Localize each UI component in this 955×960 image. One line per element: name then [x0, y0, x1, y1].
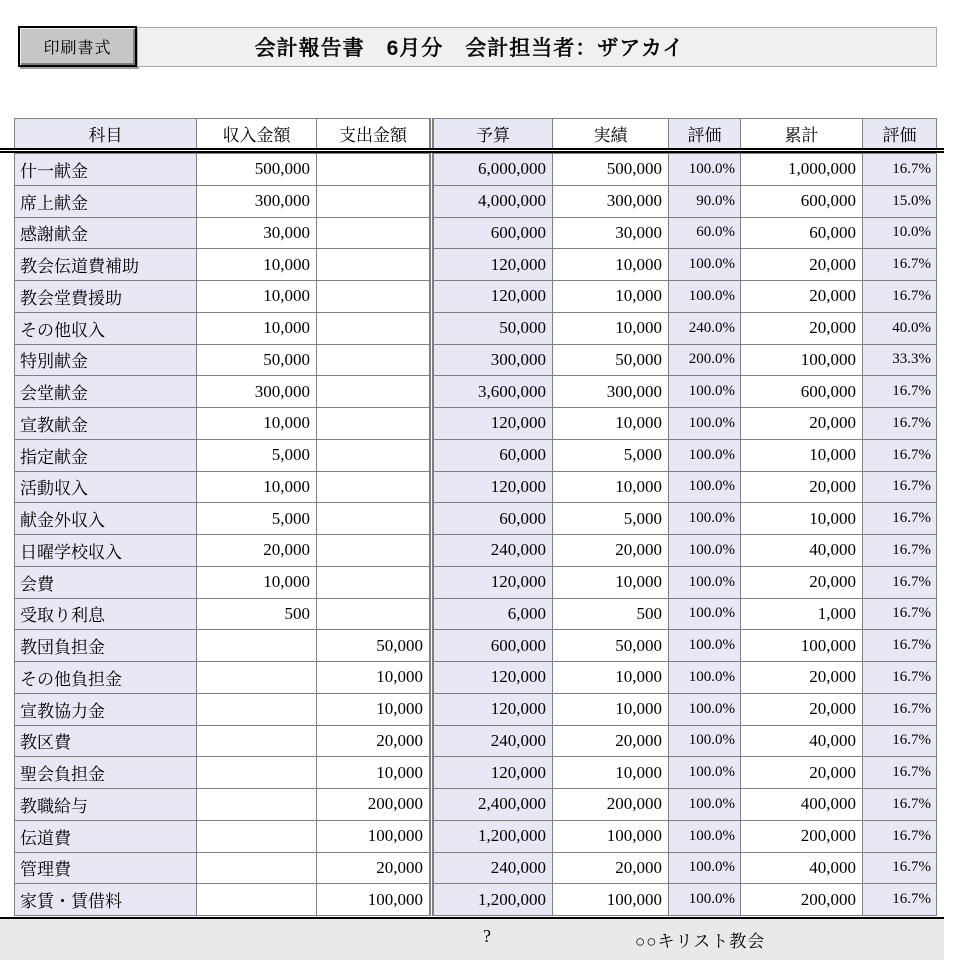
cell-item-name[interactable]: 献金外収入 — [15, 503, 197, 535]
cell-actual[interactable]: 20,000 — [553, 535, 669, 567]
cell-cumulative[interactable]: 40,000 — [741, 852, 863, 884]
cell-expense[interactable]: 20,000 — [317, 852, 432, 884]
table-row — [15, 852, 937, 884]
cell-eval-monthly[interactable]: 100.0% — [669, 852, 741, 884]
cell-actual[interactable]: 10,000 — [553, 249, 669, 281]
table-row — [15, 439, 937, 471]
cell-eval-cumulative[interactable]: 16.7% — [863, 725, 937, 757]
column-header-budget[interactable]: 予算 — [432, 119, 553, 149]
cell-expense[interactable]: 20,000 — [317, 725, 432, 757]
cell-budget[interactable]: 4,000,000 — [432, 185, 553, 217]
cell-cumulative[interactable]: 200,000 — [741, 884, 863, 916]
cell-expense[interactable] — [317, 185, 432, 217]
cell-expense[interactable] — [317, 312, 432, 344]
cell-income[interactable]: 300,000 — [197, 185, 317, 217]
cell-cumulative[interactable]: 20,000 — [741, 312, 863, 344]
cell-eval-cumulative[interactable]: 16.7% — [863, 535, 937, 567]
table-row — [15, 820, 937, 852]
cell-expense[interactable] — [317, 439, 432, 471]
table-row — [15, 376, 937, 408]
cell-eval-cumulative[interactable]: 16.7% — [863, 884, 937, 916]
cell-eval-monthly[interactable]: 100.0% — [669, 503, 741, 535]
cell-budget[interactable]: 120,000 — [432, 471, 553, 503]
cell-cumulative[interactable]: 20,000 — [741, 566, 863, 598]
cell-expense[interactable]: 200,000 — [317, 789, 432, 821]
cell-eval-monthly[interactable]: 100.0% — [669, 693, 741, 725]
cell-income[interactable]: 10,000 — [197, 566, 317, 598]
cell-item-name[interactable]: 活動収入 — [15, 471, 197, 503]
cell-expense[interactable] — [317, 503, 432, 535]
cell-cumulative[interactable]: 20,000 — [741, 408, 863, 440]
table-row — [15, 503, 937, 535]
cell-actual[interactable]: 300,000 — [553, 376, 669, 408]
footer-page-indicator: ? — [483, 926, 491, 946]
cell-budget[interactable]: 600,000 — [432, 630, 553, 662]
cell-actual[interactable]: 20,000 — [553, 725, 669, 757]
cell-actual[interactable]: 30,000 — [553, 217, 669, 249]
cell-actual[interactable]: 10,000 — [553, 408, 669, 440]
column-header-actual[interactable]: 実績 — [553, 119, 669, 149]
cell-expense[interactable] — [317, 154, 432, 186]
cell-eval-monthly[interactable]: 100.0% — [669, 376, 741, 408]
cell-expense[interactable]: 10,000 — [317, 693, 432, 725]
cell-eval-cumulative[interactable]: 33.3% — [863, 344, 937, 376]
cell-item-name[interactable]: 会堂献金 — [15, 376, 197, 408]
cell-budget[interactable]: 1,200,000 — [432, 820, 553, 852]
cell-eval-monthly[interactable]: 100.0% — [669, 884, 741, 916]
page-footer — [0, 919, 944, 960]
cell-eval-monthly[interactable]: 100.0% — [669, 662, 741, 694]
cell-eval-cumulative[interactable]: 15.0% — [863, 185, 937, 217]
cell-income[interactable]: 20,000 — [197, 535, 317, 567]
cell-item-name[interactable]: 伝道費 — [15, 820, 197, 852]
cell-cumulative[interactable]: 20,000 — [741, 471, 863, 503]
cell-eval-monthly[interactable]: 100.0% — [669, 566, 741, 598]
cell-cumulative[interactable]: 40,000 — [741, 725, 863, 757]
cell-eval-cumulative[interactable]: 16.7% — [863, 598, 937, 630]
cell-budget[interactable]: 600,000 — [432, 217, 553, 249]
cell-actual[interactable]: 200,000 — [553, 789, 669, 821]
cell-income[interactable] — [197, 757, 317, 789]
cell-cumulative[interactable]: 1,000 — [741, 598, 863, 630]
cell-actual[interactable]: 50,000 — [553, 344, 669, 376]
cell-expense[interactable] — [317, 249, 432, 281]
column-header-eval-cumulative[interactable]: 評価 — [863, 119, 937, 149]
cell-item-name[interactable]: 教会堂費援助 — [15, 281, 197, 313]
print-format-button[interactable]: 印刷書式 — [18, 26, 137, 67]
cell-item-name[interactable]: 指定献金 — [15, 439, 197, 471]
cell-budget[interactable]: 240,000 — [432, 725, 553, 757]
table-row — [15, 408, 937, 440]
cell-budget[interactable]: 60,000 — [432, 503, 553, 535]
cell-eval-cumulative[interactable]: 16.7% — [863, 566, 937, 598]
cell-expense[interactable] — [317, 471, 432, 503]
cell-expense[interactable] — [317, 598, 432, 630]
table-row — [15, 725, 937, 757]
table-row — [15, 281, 937, 313]
cell-expense[interactable] — [317, 535, 432, 567]
cell-eval-cumulative[interactable]: 16.7% — [863, 693, 937, 725]
cell-income[interactable]: 10,000 — [197, 312, 317, 344]
cell-eval-cumulative[interactable]: 16.7% — [863, 789, 937, 821]
table-row — [15, 566, 937, 598]
cell-budget[interactable]: 120,000 — [432, 693, 553, 725]
table-row — [15, 884, 937, 916]
cell-item-name[interactable]: 管理費 — [15, 852, 197, 884]
table-row — [15, 344, 937, 376]
cell-item-name[interactable]: 会費 — [15, 566, 197, 598]
cell-budget[interactable]: 60,000 — [432, 439, 553, 471]
cell-budget[interactable]: 3,600,000 — [432, 376, 553, 408]
footer-church-name: ○○キリスト教会 — [635, 932, 766, 951]
cell-eval-cumulative[interactable]: 16.7% — [863, 852, 937, 884]
cell-item-name[interactable]: 教職給与 — [15, 789, 197, 821]
cell-income[interactable]: 500,000 — [197, 154, 317, 186]
cell-eval-monthly[interactable]: 100.0% — [669, 789, 741, 821]
cell-eval-monthly[interactable]: 100.0% — [669, 281, 741, 313]
cell-actual[interactable]: 10,000 — [553, 566, 669, 598]
cell-item-name[interactable]: 聖会負担金 — [15, 757, 197, 789]
table-row — [15, 662, 937, 694]
report-table-header — [14, 118, 937, 149]
cell-budget[interactable]: 1,200,000 — [432, 884, 553, 916]
cell-actual[interactable]: 10,000 — [553, 312, 669, 344]
column-header-eval-monthly[interactable]: 評価 — [669, 119, 741, 149]
header-row — [15, 119, 937, 149]
cell-income[interactable]: 5,000 — [197, 503, 317, 535]
cell-expense[interactable] — [317, 344, 432, 376]
cell-actual[interactable]: 10,000 — [553, 693, 669, 725]
cell-budget[interactable]: 6,000,000 — [432, 154, 553, 186]
cell-actual[interactable]: 500 — [553, 598, 669, 630]
cell-income[interactable]: 30,000 — [197, 217, 317, 249]
cell-eval-cumulative[interactable]: 16.7% — [863, 820, 937, 852]
table-row — [15, 185, 937, 217]
cell-eval-monthly[interactable]: 100.0% — [669, 725, 741, 757]
cell-budget[interactable]: 6,000 — [432, 598, 553, 630]
cell-item-name[interactable]: 家賃・賃借料 — [15, 884, 197, 916]
cell-expense[interactable]: 10,000 — [317, 757, 432, 789]
cell-cumulative[interactable]: 20,000 — [741, 757, 863, 789]
cell-income[interactable] — [197, 820, 317, 852]
cell-expense[interactable]: 100,000 — [317, 820, 432, 852]
cell-budget[interactable]: 120,000 — [432, 408, 553, 440]
cell-income[interactable]: 500 — [197, 598, 317, 630]
cell-expense[interactable] — [317, 566, 432, 598]
cell-income[interactable]: 10,000 — [197, 408, 317, 440]
cell-expense[interactable] — [317, 217, 432, 249]
cell-item-name[interactable]: 特別献金 — [15, 344, 197, 376]
table-row — [15, 789, 937, 821]
table-body — [15, 154, 937, 916]
cell-item-name[interactable]: 受取り利息 — [15, 598, 197, 630]
table-row — [15, 630, 937, 662]
table-row — [15, 312, 937, 344]
cell-income[interactable] — [197, 725, 317, 757]
cell-actual[interactable]: 5,000 — [553, 439, 669, 471]
cell-budget[interactable]: 120,000 — [432, 662, 553, 694]
column-header-expense[interactable]: 支出金額 — [317, 119, 432, 149]
table-row — [15, 249, 937, 281]
cell-income[interactable]: 10,000 — [197, 249, 317, 281]
cell-income[interactable] — [197, 789, 317, 821]
cell-eval-monthly[interactable]: 100.0% — [669, 154, 741, 186]
cell-budget[interactable]: 240,000 — [432, 852, 553, 884]
cell-budget[interactable]: 120,000 — [432, 249, 553, 281]
cell-actual[interactable]: 10,000 — [553, 662, 669, 694]
cell-cumulative[interactable]: 600,000 — [741, 185, 863, 217]
cell-item-name[interactable]: 教団負担金 — [15, 630, 197, 662]
table-row — [15, 217, 937, 249]
cell-income[interactable]: 300,000 — [197, 376, 317, 408]
cell-eval-monthly[interactable]: 100.0% — [669, 535, 741, 567]
cell-actual[interactable]: 20,000 — [553, 852, 669, 884]
cell-expense[interactable] — [317, 408, 432, 440]
cell-cumulative[interactable]: 10,000 — [741, 503, 863, 535]
cell-cumulative[interactable]: 20,000 — [741, 281, 863, 313]
cell-income[interactable]: 10,000 — [197, 471, 317, 503]
cell-actual[interactable]: 10,000 — [553, 757, 669, 789]
table-row — [15, 757, 937, 789]
cell-eval-monthly[interactable]: 100.0% — [669, 439, 741, 471]
cell-actual[interactable]: 10,000 — [553, 471, 669, 503]
cell-eval-monthly[interactable]: 100.0% — [669, 408, 741, 440]
cell-eval-cumulative[interactable]: 16.7% — [863, 439, 937, 471]
cell-budget[interactable]: 2,400,000 — [432, 789, 553, 821]
cell-budget[interactable]: 120,000 — [432, 757, 553, 789]
cell-eval-monthly[interactable]: 200.0% — [669, 344, 741, 376]
cell-eval-cumulative[interactable]: 16.7% — [863, 662, 937, 694]
table-row — [15, 598, 937, 630]
cell-item-name[interactable]: その他収入 — [15, 312, 197, 344]
cell-eval-cumulative[interactable]: 16.7% — [863, 154, 937, 186]
cell-eval-cumulative[interactable]: 16.7% — [863, 503, 937, 535]
column-header-income[interactable]: 収入金額 — [197, 119, 317, 149]
cell-eval-monthly[interactable]: 100.0% — [669, 757, 741, 789]
cell-income[interactable]: 10,000 — [197, 281, 317, 313]
cell-expense[interactable]: 10,000 — [317, 662, 432, 694]
cell-eval-cumulative[interactable]: 40.0% — [863, 312, 937, 344]
cell-eval-monthly[interactable]: 100.0% — [669, 630, 741, 662]
table-row — [15, 693, 937, 725]
cell-budget[interactable]: 240,000 — [432, 535, 553, 567]
cell-actual[interactable]: 50,000 — [553, 630, 669, 662]
cell-item-name[interactable]: 感謝献金 — [15, 217, 197, 249]
cell-income[interactable] — [197, 630, 317, 662]
cell-actual[interactable]: 5,000 — [553, 503, 669, 535]
cell-actual[interactable]: 500,000 — [553, 154, 669, 186]
cell-eval-monthly[interactable]: 100.0% — [669, 820, 741, 852]
table-row — [15, 471, 937, 503]
cell-income[interactable]: 5,000 — [197, 439, 317, 471]
cell-item-name[interactable]: 宣教協力金 — [15, 693, 197, 725]
cell-cumulative[interactable]: 60,000 — [741, 217, 863, 249]
cell-cumulative[interactable]: 100,000 — [741, 344, 863, 376]
cell-eval-monthly[interactable]: 100.0% — [669, 249, 741, 281]
cell-income[interactable]: 50,000 — [197, 344, 317, 376]
cell-item-name[interactable]: 教区費 — [15, 725, 197, 757]
cell-cumulative[interactable]: 20,000 — [741, 662, 863, 694]
cell-eval-cumulative[interactable]: 16.7% — [863, 408, 937, 440]
cell-eval-cumulative[interactable]: 10.0% — [863, 217, 937, 249]
table-row — [15, 154, 937, 186]
cell-income[interactable] — [197, 852, 317, 884]
cell-income[interactable] — [197, 693, 317, 725]
report-table-body-table — [14, 153, 937, 916]
cell-cumulative[interactable]: 10,000 — [741, 439, 863, 471]
cell-eval-monthly[interactable]: 60.0% — [669, 217, 741, 249]
cell-income[interactable] — [197, 884, 317, 916]
cell-cumulative[interactable]: 40,000 — [741, 535, 863, 567]
cell-item-name[interactable]: 教会伝道費補助 — [15, 249, 197, 281]
cell-budget[interactable]: 120,000 — [432, 566, 553, 598]
cell-expense[interactable] — [317, 281, 432, 313]
cell-item-name[interactable]: その他負担金 — [15, 662, 197, 694]
cell-eval-monthly[interactable]: 240.0% — [669, 312, 741, 344]
cell-budget[interactable]: 120,000 — [432, 281, 553, 313]
cell-eval-monthly[interactable]: 100.0% — [669, 598, 741, 630]
cell-expense[interactable] — [317, 376, 432, 408]
column-header-item[interactable]: 科目 — [15, 119, 197, 149]
cell-eval-cumulative[interactable]: 16.7% — [863, 281, 937, 313]
cell-actual[interactable]: 300,000 — [553, 185, 669, 217]
cell-cumulative[interactable]: 600,000 — [741, 376, 863, 408]
cell-budget[interactable]: 300,000 — [432, 344, 553, 376]
table-row — [15, 535, 937, 567]
cell-actual[interactable]: 10,000 — [553, 281, 669, 313]
cell-eval-cumulative[interactable]: 16.7% — [863, 249, 937, 281]
cell-item-name[interactable]: 日曜学校収入 — [15, 535, 197, 567]
report-title-bar — [137, 27, 937, 67]
cell-cumulative[interactable]: 400,000 — [741, 789, 863, 821]
cell-item-name[interactable]: 席上献金 — [15, 185, 197, 217]
cell-actual[interactable]: 100,000 — [553, 820, 669, 852]
cell-budget[interactable]: 50,000 — [432, 312, 553, 344]
cell-eval-cumulative[interactable]: 16.7% — [863, 757, 937, 789]
cell-cumulative[interactable]: 20,000 — [741, 249, 863, 281]
cell-expense[interactable]: 100,000 — [317, 884, 432, 916]
cell-eval-cumulative[interactable]: 16.7% — [863, 630, 937, 662]
cell-item-name[interactable]: 宣教献金 — [15, 408, 197, 440]
cell-cumulative[interactable]: 200,000 — [741, 820, 863, 852]
column-header-cumulative[interactable]: 累計 — [741, 119, 863, 149]
cell-expense[interactable]: 50,000 — [317, 630, 432, 662]
cell-eval-cumulative[interactable]: 16.7% — [863, 376, 937, 408]
cell-actual[interactable]: 100,000 — [553, 884, 669, 916]
cell-eval-cumulative[interactable]: 16.7% — [863, 471, 937, 503]
report-title: 会計報告書 6月分 会計担当者：ザアカイ — [254, 37, 685, 60]
cell-eval-monthly[interactable]: 90.0% — [669, 185, 741, 217]
cell-cumulative[interactable]: 20,000 — [741, 693, 863, 725]
cell-item-name[interactable]: 什一献金 — [15, 154, 197, 186]
cell-eval-monthly[interactable]: 100.0% — [669, 471, 741, 503]
cell-cumulative[interactable]: 1,000,000 — [741, 154, 863, 186]
cell-cumulative[interactable]: 100,000 — [741, 630, 863, 662]
cell-income[interactable] — [197, 662, 317, 694]
